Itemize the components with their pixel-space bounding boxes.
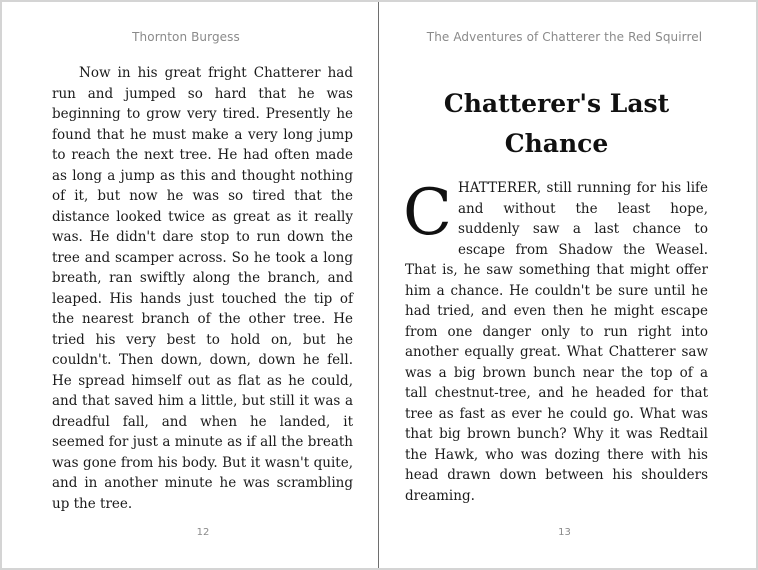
drop-cap-letter: C	[403, 176, 452, 250]
page-number-right: 13	[558, 527, 571, 538]
right-page-text-block	[405, 178, 708, 506]
page-number-left: 12	[196, 527, 210, 538]
chapter-title: Chatterer's Last Chance	[443, 89, 670, 158]
left-page-paragraph: Now in his great fright Chatterer had run and jumped so hard that he was beginning to grow very tired. Presently he found that he must make a very long jump to reach the next tree. He had often made as long a jump as this and thought nothing of it, but now he was so tired that the distance looked twice as great as it really was. He didn't dare stop to run down the tree and scamper across. So he took a long breath, ran swiftly along the branch, and leaped. His hands just touched the tip of the nearest branch of the other tree. He tried his very best to hold on, but he couldn't. Then down, down, down he fell. He spread himself out as flat as he could, and that saved him a little, but still it was a dreadful fall, and when he landed, it seemed for just a minute as if all the breath was gone from his body. But it wasn't quite, and in another minute he was scrambling up the tree.	[52, 65, 353, 512]
running-header-author: Thornton Burgess	[132, 30, 240, 44]
right-page[interactable]	[379, 2, 756, 568]
right-page-paragraph: HATTERER, still running for his life and without the least hope, suddenly saw a last chance to escape from Shadow the Weasel. That is, he saw something that might offer him a chance. He couldn't be sure until he had tried, and even then he might escape from one danger only to run right into another equally great. What Chatterer saw was a big brown bunch near the top of a tall chestnut-tree, and he headed for that tree as fast as ever he could go. What was that big brown bunch? Why it was Redtail the Hawk, who was dozing there with his head drawn down between his shoulders dreaming.	[405, 180, 708, 504]
left-page[interactable]	[2, 2, 378, 568]
book-spread	[2, 2, 756, 568]
running-header-book-title: The Adventures of Chatterer the Red Squirrel	[426, 30, 703, 44]
